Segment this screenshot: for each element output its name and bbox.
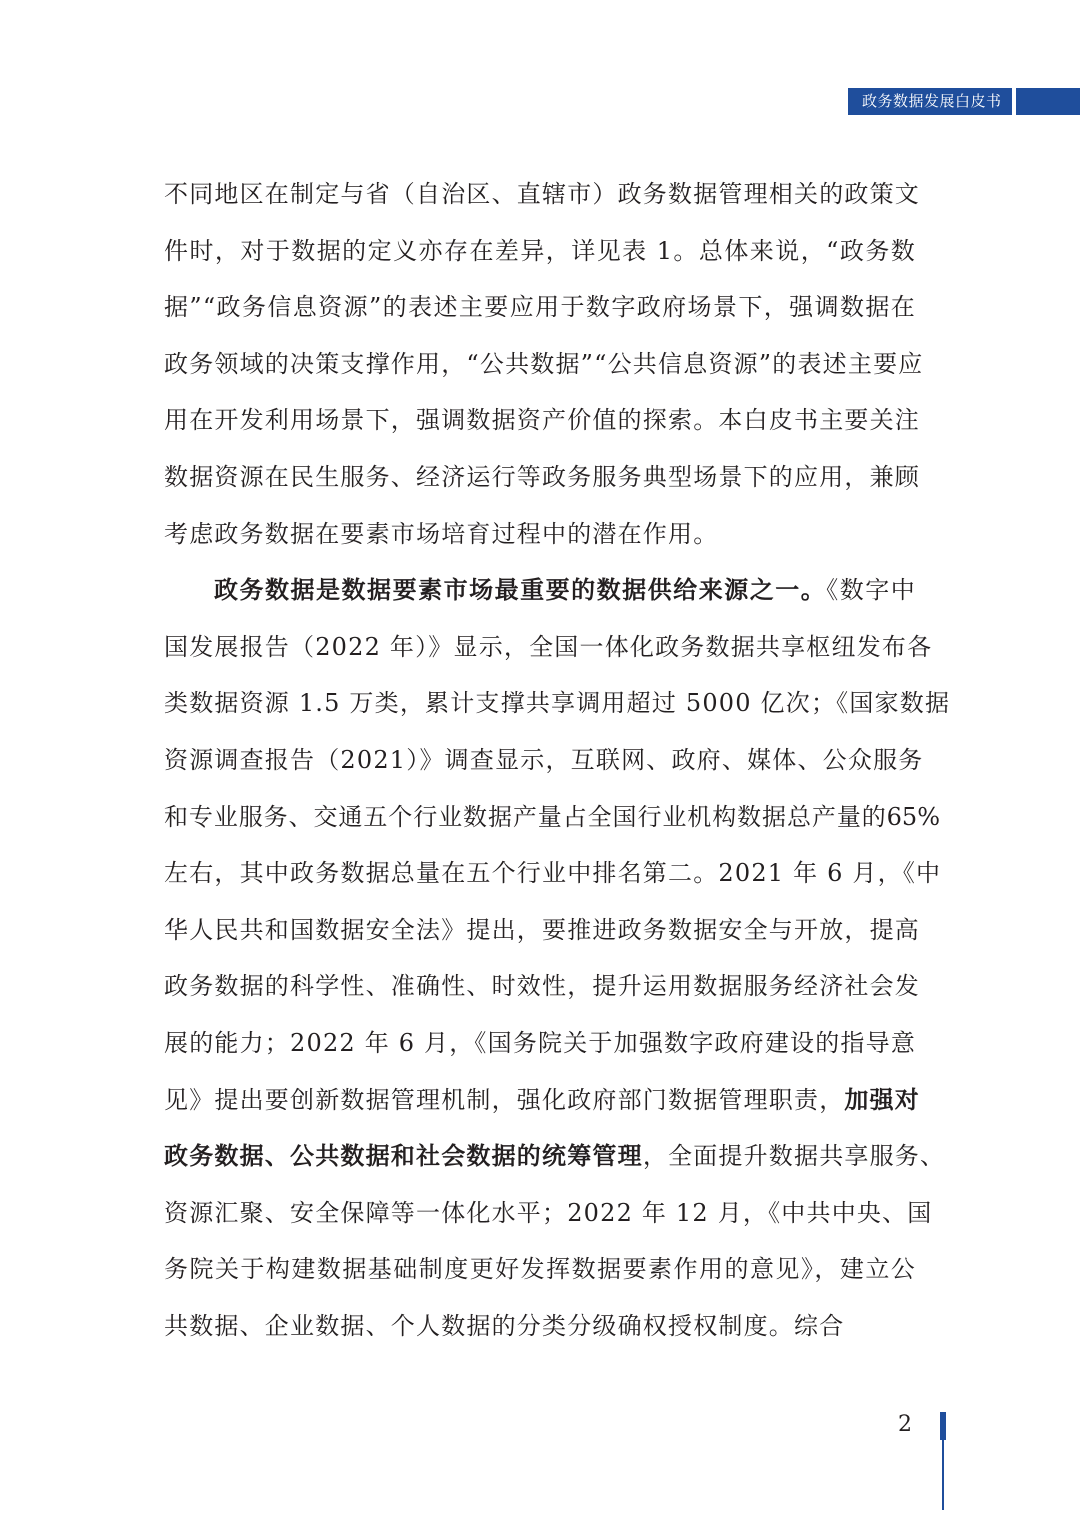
text-line [164,1128,946,1185]
text-fragment: 见》提出要创新数据管理机制，强化政府部门数据管理职责， [164,1085,845,1114]
text-line: 数据资源在民生服务、经济运行等政务服务典型场景下的应用，兼顾 [164,462,920,491]
bold-emphasis: 加强对 [844,1085,921,1114]
bold-lead-sentence: 政务数据是数据要素市场最重要的数据供给来源之一。 [214,576,827,605]
text-line: 政务领域的决策支撑作用，“公共数据”“公共信息资源”的表述主要应 [164,349,924,378]
text-line: 资源调查报告（2021）》调查显示，互联网、政府、媒体、公众服务 [164,745,924,774]
page-number-rule-thick [940,1412,946,1440]
running-header [848,88,1080,115]
page-number: 2 [898,1412,912,1437]
text-line: 不同地区在制定与省（自治区、直辖市）政务数据管理相关的政策文 [164,180,920,208]
bold-emphasis: 政务数据、公共数据和社会数据的统筹管理 [164,1142,643,1171]
text-line: 展的能力；2022 年 6 月，《国务院关于加强数字政府建设的指导意 [164,1028,917,1057]
text-line: 件时，对于数据的定义亦存在差异，详见表 1。总体来说，“政务数 [164,236,916,265]
text-line: 考虑政务数据在要素市场培育过程中的潜在作用。 [164,519,719,548]
text-line: 政务数据的科学性、准确性、时效性，提升运用数据服务经济社会发 [164,972,920,1001]
text-line: 务院关于构建数据基础制度更好发挥数据要素作用的意见》，建立公 [164,1255,916,1284]
text-line: 据”“政务信息资源”的表述主要应用于数字政府场景下，强调数据在 [164,293,916,322]
text-line: 华人民共和国数据安全法》提出，要推进政务数据安全与开放，提高 [164,915,920,944]
text-fragment: 《数字中 [826,576,916,605]
running-header-bar [1016,88,1080,115]
text-line: 国发展报告（2022 年）》显示，全国一体化政务数据共享枢纽发布各 [164,632,933,661]
running-header-title: 政务数据发展白皮书 [848,88,1012,115]
page-body [164,166,951,1354]
text-line: 用在开发利用场景下，强调数据资产价值的探索。本白皮书主要关注 [164,406,920,435]
text-line: 类数据资源 1.5 万类，累计支撑共享调用超过 5000 亿次；《国家数据 [164,689,951,718]
paragraph-data-definitions [164,166,924,562]
text-line: 左右，其中政务数据总量在五个行业中排名第二。2021 年 6 月，《中 [164,859,942,888]
paragraph-data-supply [164,562,951,1354]
page-number-rule-thin [942,1440,944,1510]
text-fragment: ，全面提升数据共享服务、 [642,1142,946,1171]
text-line [164,1072,921,1129]
text-line: 和专业服务、交通五个行业数据产量占全国行业机构数据总产量的65% [164,802,940,831]
text-line: 资源汇聚、安全保障等一体化水平；2022 年 12 月，《中共中央、国 [164,1198,933,1227]
text-line [164,562,916,619]
text-line: 共数据、企业数据、个人数据的分类分级确权授权制度。综合 [164,1311,845,1340]
